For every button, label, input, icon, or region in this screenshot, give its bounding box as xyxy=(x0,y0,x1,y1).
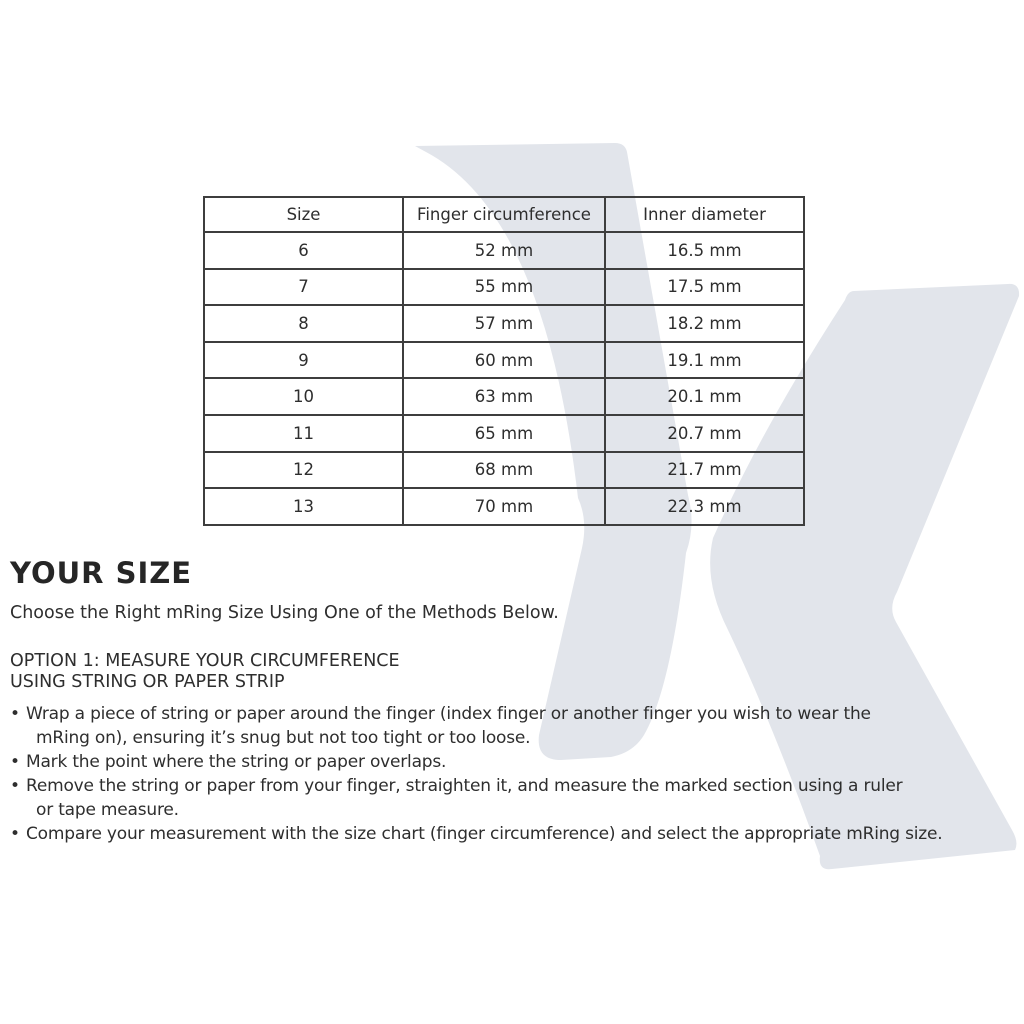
table-cell: 10 xyxy=(204,378,403,415)
table-cell: 55 mm xyxy=(403,269,605,306)
table-row xyxy=(204,269,804,306)
table-header-cell: Inner diameter xyxy=(605,197,804,232)
bullet-item-line xyxy=(10,774,1022,798)
instruction-bullet-list xyxy=(10,702,1022,846)
bullet-text: Compare your measurement with the size chart (finger circumference) and select the appropriate mRing size. xyxy=(26,824,943,844)
table-cell: 20.7 mm xyxy=(605,415,804,452)
table-row xyxy=(204,488,804,525)
table-row xyxy=(204,378,804,415)
your-size-section xyxy=(10,556,1022,846)
bullet-dot-icon: • xyxy=(10,752,20,772)
table-cell: 68 mm xyxy=(403,452,605,489)
table-cell: 11 xyxy=(204,415,403,452)
bullet-text: Mark the point where the string or paper overlaps. xyxy=(26,752,447,772)
bullet-item-line xyxy=(10,822,1022,846)
bullet-text-continuation: or tape measure. xyxy=(36,800,179,820)
table-cell: 8 xyxy=(204,305,403,342)
option1-heading xyxy=(10,651,1022,693)
bullet-dot-icon: • xyxy=(10,824,20,844)
table-header-row xyxy=(204,197,804,232)
table-header-cell: Size xyxy=(204,197,403,232)
bullet-text-continuation: mRing on), ensuring it’s snug but not too tight or too loose. xyxy=(36,728,531,748)
table-cell: 18.2 mm xyxy=(605,305,804,342)
table-cell: 12 xyxy=(204,452,403,489)
table-cell: 21.7 mm xyxy=(605,452,804,489)
subtitle: Choose the Right mRing Size Using One of the Methods Below. xyxy=(10,603,559,623)
table-row xyxy=(204,305,804,342)
page-title: YOUR SIZE xyxy=(10,556,193,590)
table-cell: 20.1 mm xyxy=(605,378,804,415)
table-cell: 19.1 mm xyxy=(605,342,804,379)
table-cell: 13 xyxy=(204,488,403,525)
bullet-dot-icon: • xyxy=(10,776,20,796)
table-row xyxy=(204,415,804,452)
table-cell: 16.5 mm xyxy=(605,232,804,269)
table-header-cell: Finger circumference xyxy=(403,197,605,232)
table-cell: 22.3 mm xyxy=(605,488,804,525)
table-cell: 57 mm xyxy=(403,305,605,342)
ring-size-table-header xyxy=(204,197,804,232)
bullet-text: Wrap a piece of string or paper around the finger (index finger or another finger you wish to wear the xyxy=(26,704,871,724)
table-row xyxy=(204,342,804,379)
ring-size-table-body xyxy=(204,232,804,525)
option1-heading-line2: USING STRING OR PAPER STRIP xyxy=(10,672,285,692)
bullet-text: Remove the string or paper from your finger, straighten it, and measure the marked section using a ruler xyxy=(26,776,903,796)
bullet-item-line xyxy=(10,750,1022,774)
table-cell: 60 mm xyxy=(403,342,605,379)
table-row xyxy=(204,452,804,489)
table-cell: 52 mm xyxy=(403,232,605,269)
table-cell: 63 mm xyxy=(403,378,605,415)
option1-heading-line1: OPTION 1: MEASURE YOUR CIRCUMFERENCE xyxy=(10,651,400,671)
table-cell: 7 xyxy=(204,269,403,306)
table-row xyxy=(204,232,804,269)
bullet-item-line xyxy=(10,702,1022,726)
table-cell: 17.5 mm xyxy=(605,269,804,306)
ring-size-table xyxy=(203,196,805,526)
bullet-dot-icon: • xyxy=(10,704,20,724)
table-cell: 6 xyxy=(204,232,403,269)
table-cell: 70 mm xyxy=(403,488,605,525)
table-cell: 65 mm xyxy=(403,415,605,452)
table-cell: 9 xyxy=(204,342,403,379)
